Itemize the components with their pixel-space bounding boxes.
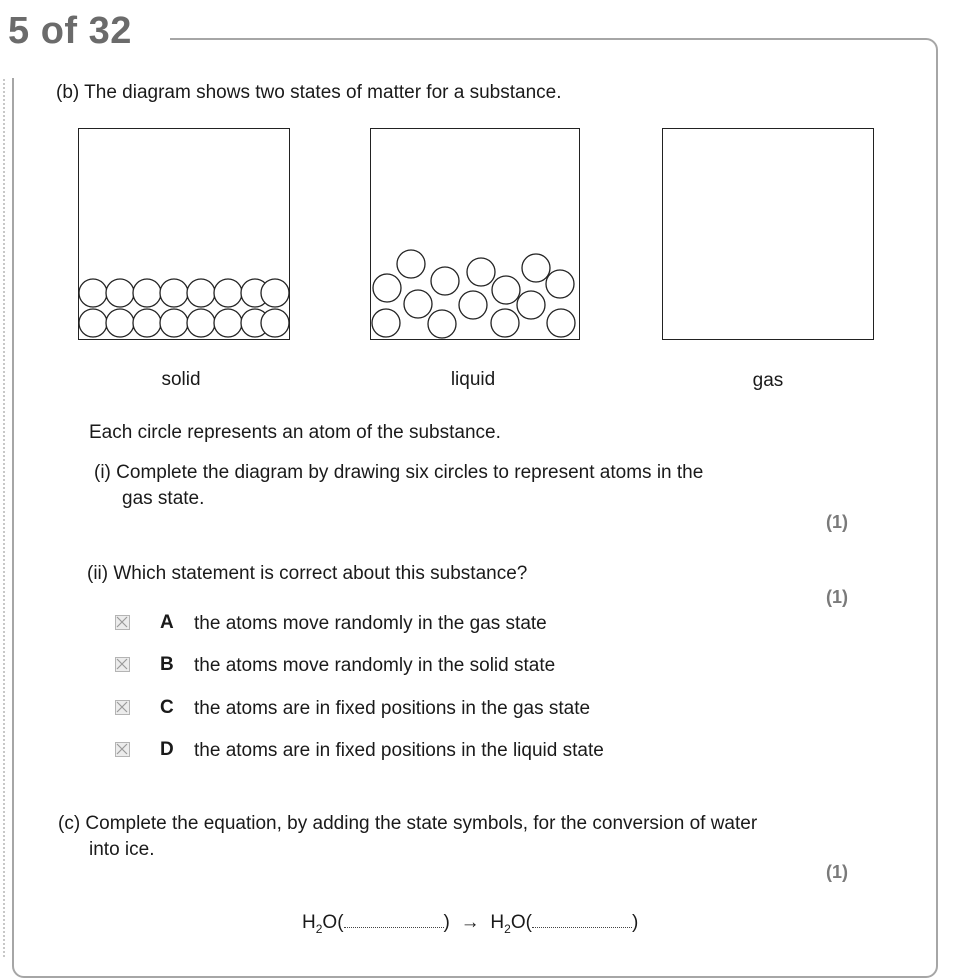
eq-left-tail: O( xyxy=(322,912,344,933)
solid-atom xyxy=(160,279,188,307)
option-d-letter: D xyxy=(160,739,174,760)
solid-atom xyxy=(106,279,134,307)
liquid-atom xyxy=(517,291,545,319)
solid-atom xyxy=(214,279,242,307)
question-ii-marks: (1) xyxy=(826,587,848,607)
solid-atom xyxy=(261,279,289,307)
solid-atom xyxy=(106,309,134,337)
liquid-atom xyxy=(547,309,575,337)
liquid-atom xyxy=(546,270,574,298)
eq-right-close: ) xyxy=(631,912,639,933)
liquid-label: liquid xyxy=(450,369,496,390)
question-i-line1: (i) Complete the diagram by drawing six circles to represent atoms in the xyxy=(94,462,704,483)
option-c-checkbox[interactable] xyxy=(115,700,130,715)
equation xyxy=(302,912,638,936)
question-i-line2: gas state. xyxy=(122,488,205,509)
cross-icon xyxy=(116,658,128,670)
liquid-atom xyxy=(428,310,456,338)
liquid-atom xyxy=(404,290,432,318)
part-b-intro: (b) The diagram shows two states of matter for a substance. xyxy=(56,82,562,103)
solid-atom xyxy=(133,309,161,337)
option-d-text: the atoms are in fixed positions in the liquid state xyxy=(194,740,604,761)
question-ii: (ii) Which statement is correct about this substance? xyxy=(87,563,528,584)
right-state-blank[interactable] xyxy=(532,913,632,928)
part-c-line2: into ice. xyxy=(89,839,155,860)
liquid-atom xyxy=(522,254,550,282)
solid-atom xyxy=(160,309,188,337)
solid-atom xyxy=(79,309,107,337)
eq-right-tail: O( xyxy=(510,912,532,933)
arrow-icon: → xyxy=(460,912,480,933)
cross-icon xyxy=(116,743,128,755)
part-c-marks: (1) xyxy=(826,862,848,882)
cross-icon xyxy=(116,701,128,713)
cross-icon xyxy=(116,616,128,628)
eq-left-close: ) xyxy=(443,912,450,933)
page-counter: 5 of 32 xyxy=(8,10,132,52)
solid-atom xyxy=(187,309,215,337)
left-state-blank[interactable] xyxy=(344,913,444,928)
option-b-letter: B xyxy=(160,654,174,675)
liquid-atom xyxy=(467,258,495,286)
option-c-letter: C xyxy=(160,697,174,718)
solid-label: solid xyxy=(161,369,201,390)
liquid-atom xyxy=(397,250,425,278)
solid-atom xyxy=(214,309,242,337)
solid-atom xyxy=(187,279,215,307)
solid-atom xyxy=(261,309,289,337)
eq-left-sub: 2 xyxy=(315,921,323,936)
option-a-letter: A xyxy=(160,612,174,633)
option-a-checkbox[interactable] xyxy=(115,615,130,630)
option-b-checkbox[interactable] xyxy=(115,657,130,672)
eq-right-h: H xyxy=(490,912,505,933)
liquid-atom xyxy=(492,276,520,304)
option-d-checkbox[interactable] xyxy=(115,742,130,757)
question-i-marks: (1) xyxy=(826,512,848,532)
option-b-text: the atoms move randomly in the solid state xyxy=(194,655,556,676)
liquid-atom xyxy=(373,274,401,302)
liquid-atom xyxy=(491,309,519,337)
liquid-atom xyxy=(459,291,487,319)
solid-atom xyxy=(133,279,161,307)
liquid-atom xyxy=(431,267,459,295)
part-c-line1: (c) Complete the equation, by adding the state symbols, for the conversion of water xyxy=(58,813,758,834)
option-a-text: the atoms move randomly in the gas state xyxy=(194,613,547,634)
option-c-text: the atoms are in fixed positions in the gas state xyxy=(194,698,591,719)
solid-atom xyxy=(79,279,107,307)
atom-note: Each circle represents an atom of the substance. xyxy=(89,422,501,443)
eq-left-h: H xyxy=(302,912,316,933)
liquid-atom xyxy=(372,309,400,337)
eq-right-sub: 2 xyxy=(504,921,511,936)
gas-label: gas xyxy=(752,370,784,391)
